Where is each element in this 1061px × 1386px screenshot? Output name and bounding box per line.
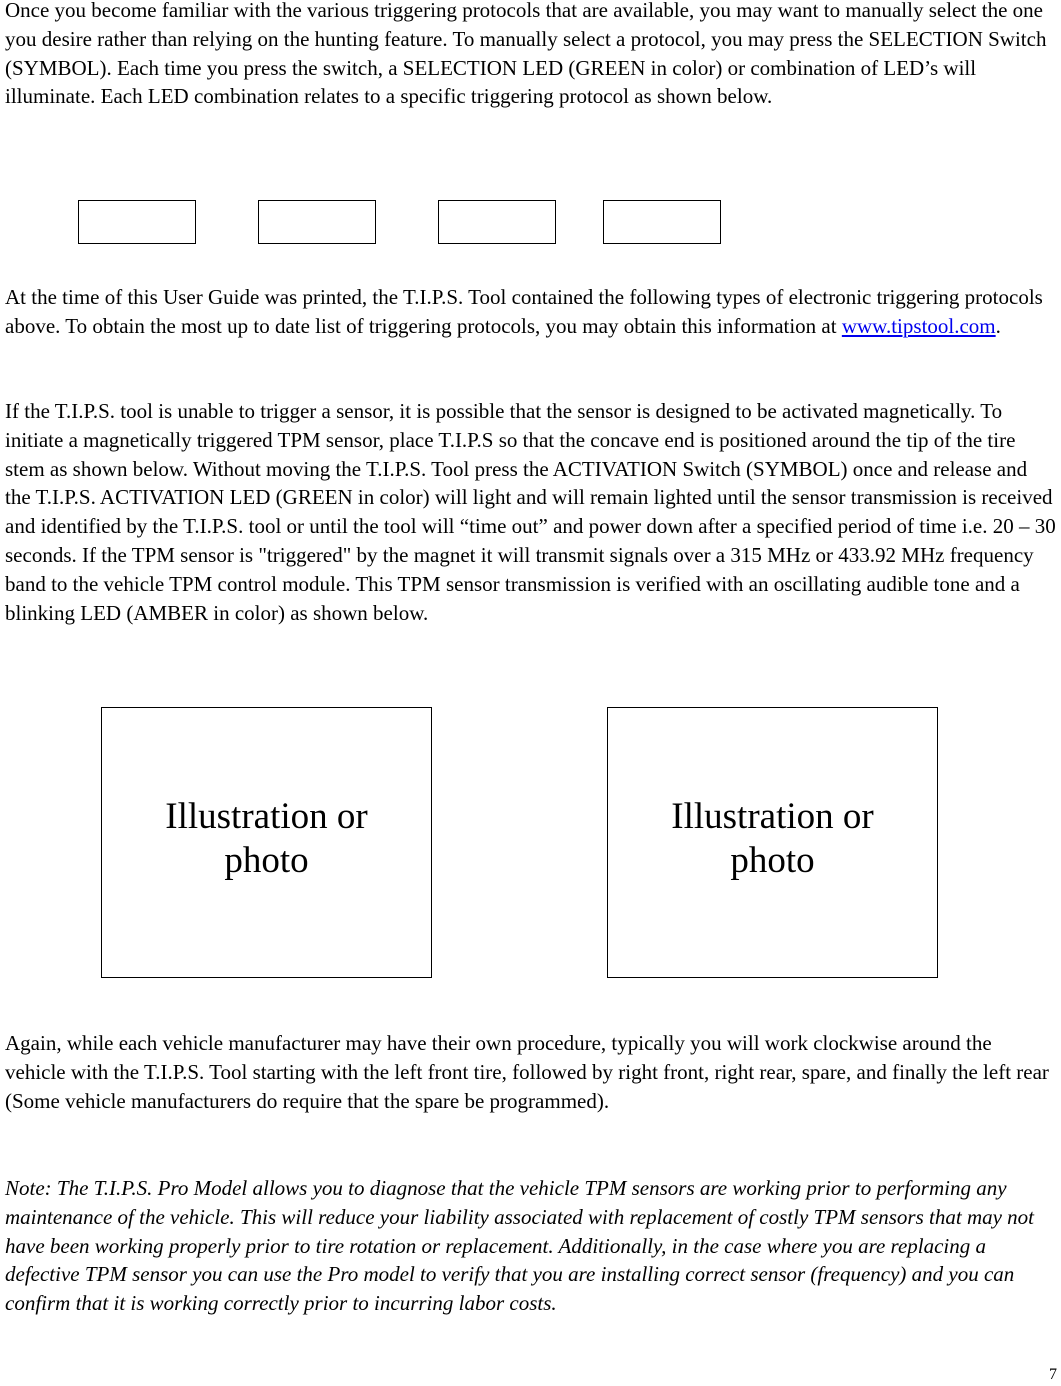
led-combination-box <box>438 200 556 244</box>
paragraph-procedure: Again, while each vehicle manufacturer may have their own procedure, typically you will work clockwise around the vehicle with the T.I.P.S. Tool starting with the left front tire, followed by right front, right rear, spare, and finally the left rear (Some vehicle manufacturers do require that the spare be programmed). <box>5 1031 1049 1113</box>
paragraph-note: Note: The T.I.P.S. Pro Model allows you to diagnose that the vehicle TPM sensors are working prior to performing any maintenance of the vehicle. This will reduce your liability associated with replacement of costly TPM sensors that may not have been working properly prior to tire rotation or replacement. Additionally, in the case where you are replacing a defective TPM sensor you can use the Pro model to verify that you are installing correct sensor (frequency) and you can confirm that it is working correctly prior to incurring labor costs. <box>5 1176 1035 1316</box>
paragraph-protocol-list-end: . <box>995 313 1001 338</box>
illustration-label: Illustration or photo <box>165 795 368 881</box>
paragraph-magnetic-trigger: If the T.I.P.S. tool is unable to trigger a sensor, it is possible that the sensor is designed to be activated magnetically. To initiate a magnetically triggered TPM sensor, place T.I.P.S so that the concave end is positioned around the tip of the tire stem as shown below. Without moving the T.I.P.S. Tool press the ACTIVATION Switch (SYMBOL) once and release and the T.I.P.S. ACTIVATION LED (GREEN in color) will light and will remain lighted until the sensor transmission is received and identified by the T.I.P.S. tool or until the tool will “time out” and power down after a specified period of time i.e. 20 – 30 seconds. If the TPM sensor is "triggered" by the magnet it will transmit signals over a 315 MHz or 433.92 MHz frequency band to the vehicle TPM control module. This TPM sensor transmission is verified with an oscillating audible tone and a blinking LED (AMBER in color) as shown below. <box>5 399 1056 625</box>
paragraph-protocol-list-text: At the time of this User Guide was printed, the T.I.P.S. Tool contained the following types of electronic triggering protocols above. To obtain the most up to date list of triggering protocols, you may obtain this information at <box>5 285 1043 338</box>
page-number: 7 <box>1049 1366 1057 1383</box>
paragraph-protocol-list <box>5 283 1057 341</box>
illustration-placeholder <box>101 707 432 978</box>
paragraph-selection-protocol: Once you become familiar with the various triggering protocols that are available, you may want to manually select the one you desire rather than relying on the hunting feature. To manually select a protocol, you may press the SELECTION Switch (SYMBOL). Each time you press the switch, a SELECTION LED (GREEN in color) or combination of LED’s will illuminate. Each LED combination relates to a specific triggering protocol as shown below. <box>5 0 1047 109</box>
led-combination-box <box>258 200 376 244</box>
led-combination-box <box>78 200 196 244</box>
led-combination-box <box>603 200 721 244</box>
illustration-label: Illustration or photo <box>671 795 874 881</box>
illustration-placeholder <box>607 707 938 978</box>
tipstool-link[interactable]: www.tipstool.com <box>841 313 996 338</box>
